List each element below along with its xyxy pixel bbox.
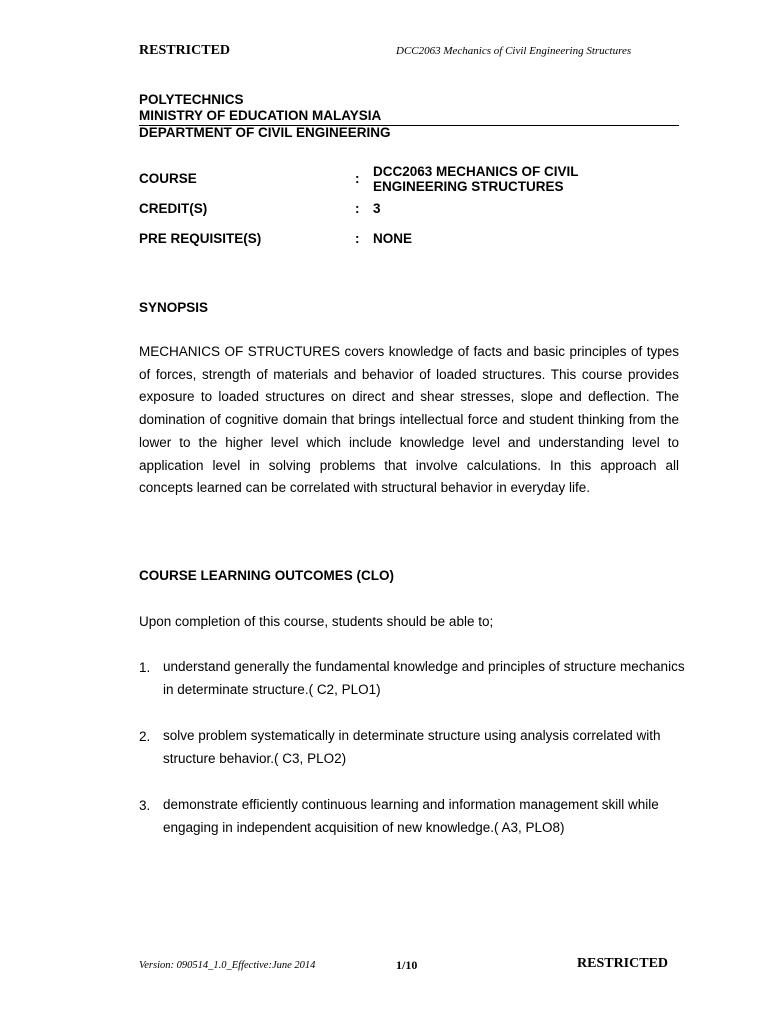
org-ministry: MINISTRY OF EDUCATION MALAYSIA (139, 108, 382, 123)
clo-item-line1: demonstrate efficiently continuous learning and information management skill while (163, 797, 659, 812)
course-value-line2: ENGINEERING STRUCTURES (373, 179, 564, 194)
footer-version: Version: 090514_1.0_Effective:June 2014 (139, 960, 316, 971)
course-colon: : (355, 171, 360, 186)
course-label: COURSE (139, 171, 197, 186)
clo-item-line2: engaging in independent acquisition of new knowledge.( A3, PLO8) (163, 819, 565, 835)
clo-item-line2: in determinate structure.( C2, PLO1) (163, 681, 381, 697)
clo-item-line2: structure behavior.( C3, PLO2) (163, 750, 347, 766)
clo-item (163, 725, 723, 770)
clo-heading: COURSE LEARNING OUTCOMES (CLO) (139, 568, 394, 583)
synopsis-text: MECHANICS OF STRUCTURES covers knowledge of facts and basic principles of types of forces, strength of materials and behavior of loaded structures. This course provides exposure to loaded structures on direct and shear stresses, slope and deflection. The domination of cognitive domain that brings intellectual force and student thinking from the lower to the higher level which include knowledge level and understanding level to application level in solving problems that involve calculations. In this approach all concepts learned can be correlated with structural behavior in everyday life. (139, 344, 679, 496)
clo-item-number: 1. (139, 660, 151, 675)
clo-item-number: 2. (139, 729, 151, 744)
clo-intro: Upon completion of this course, students should be able to; (139, 614, 494, 629)
credits-colon: : (355, 201, 360, 216)
clo-item-line1: understand generally the fundamental knowledge and principles of structure mechanics (163, 659, 685, 674)
credits-label: CREDIT(S) (139, 201, 208, 216)
clo-item (163, 656, 723, 701)
clo-item-number: 3. (139, 798, 151, 813)
course-value-line1: DCC2063 MECHANICS OF CIVIL (373, 164, 579, 179)
prereq-colon: : (355, 231, 360, 246)
synopsis-heading: SYNOPSIS (139, 300, 209, 315)
header-course-title: DCC2063 Mechanics of Civil Engineering Structures (396, 45, 632, 57)
credits-value: 3 (373, 201, 381, 216)
org-department: DEPARTMENT OF CIVIL ENGINEERING (139, 125, 391, 140)
org-polytechnics: POLYTECHNICS (139, 92, 244, 107)
header-restricted: RESTRICTED (139, 43, 231, 58)
clo-item (163, 794, 723, 839)
footer-restricted: RESTRICTED (577, 956, 669, 971)
clo-item-line1: solve problem systematically in determinate structure using analysis correlated with (163, 728, 661, 743)
footer-page-number: 1/10 (396, 958, 418, 972)
prereq-label: PRE REQUISITE(S) (139, 231, 262, 246)
prereq-value: NONE (373, 231, 413, 246)
